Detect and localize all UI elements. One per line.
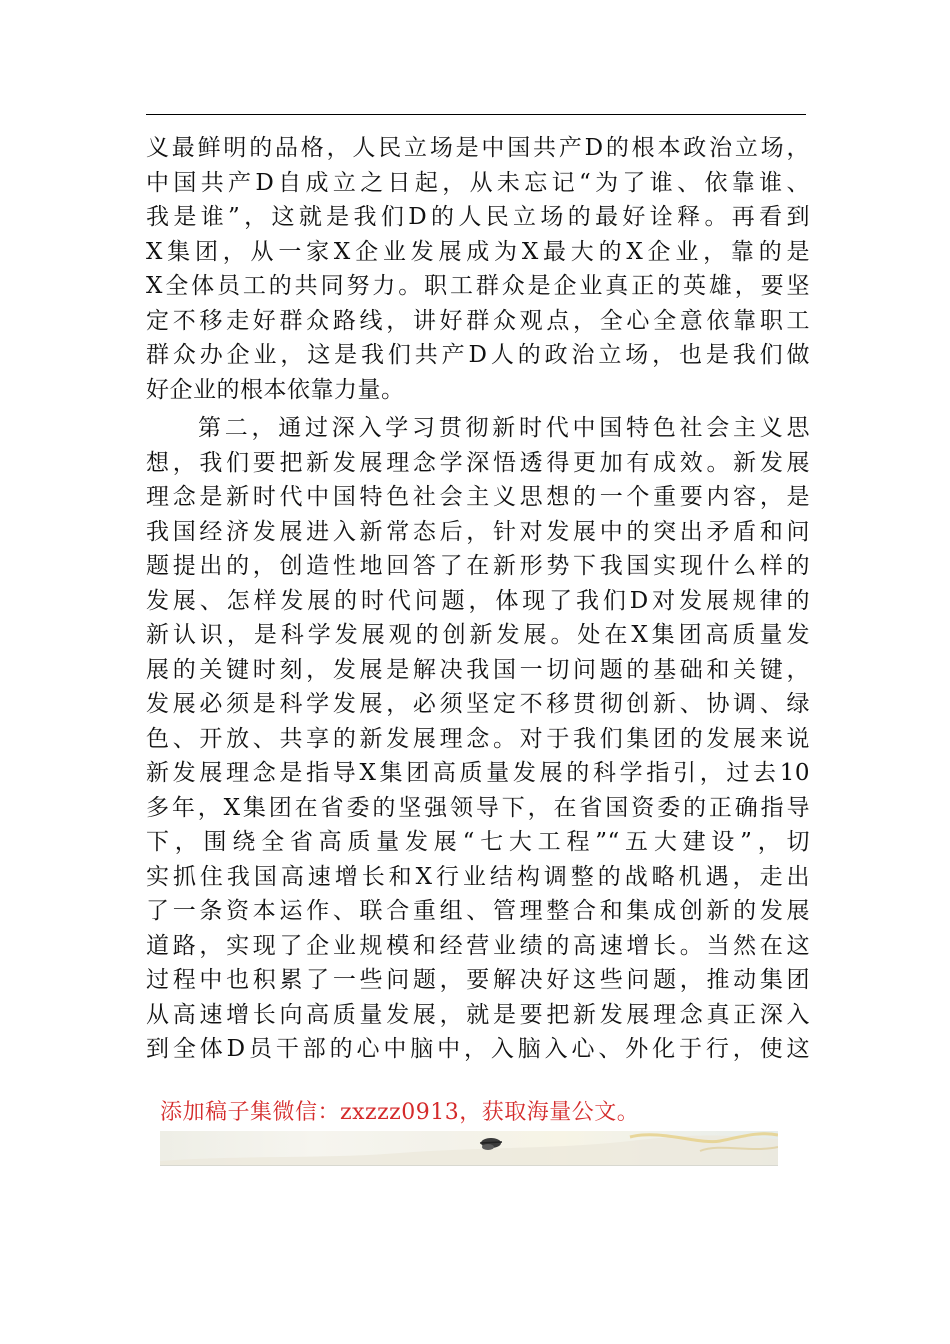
text-line: 中国共产D自成立之日起，从未忘记“为了谁、依靠谁、 (146, 169, 810, 196)
text-line: 新认识，是科学发展观的创新发展。处在X集团高质量发 (146, 622, 810, 648)
text-line: X集团，从一家X企业发展成为X最大的X企业，靠的是 (146, 238, 810, 265)
text-line: 实抓住我国高速增长和X行业结构调整的战略机遇，走出 (146, 863, 810, 890)
decorative-banner-image (160, 1131, 778, 1166)
text-line: 第二，通过深入学习贯彻新时代中国特色社会主义思 (198, 415, 810, 441)
text-line: 定不移走好群众路线，讲好群众观点，全心全意依靠职工 (146, 307, 810, 334)
text-line: 过程中也积累了一些问题，要解决好这些问题，推动集团 (146, 967, 810, 993)
text-line: 新发展理念是指导X集团高质量发展的科学指引，过去10 (146, 760, 810, 786)
text-line: 义最鲜明的品格，人民立场是中国共产D的根本政治立场， (146, 135, 810, 161)
text-line: 发展、怎样发展的时代问题，体现了我们D对发展规律的 (146, 587, 810, 614)
text-line: 理念是新时代中国特色社会主义思想的一个重要内容，是 (146, 484, 810, 510)
header-rule (146, 114, 806, 115)
text-line: 了一条资本运作、联合重组、管理整合和集成创新的发展 (146, 898, 810, 924)
text-line: 多年，X集团在省委的坚强领导下，在省国资委的正确指导 (146, 794, 810, 821)
text-line: 从高速增长向高质量发展，就是要把新发展理念真正深入 (146, 1001, 810, 1028)
text-line: 我是谁”，这就是我们D的人民立场的最好诠释。再看到 (146, 204, 810, 230)
text-line: 想，我们要把新发展理念学深悟透得更加有成效。新发展 (146, 449, 810, 476)
text-line: X全体员工的共同努力。职工群众是企业真正的英雄，要坚 (146, 273, 810, 299)
text-line: 展的关键时刻，发展是解决我国一切问题的基础和关键， (146, 656, 810, 683)
text-line: 道路，实现了企业规模和经营业绩的高速增长。当然在这 (146, 932, 810, 959)
text-line: 好企业的根本依靠力量。 (146, 376, 405, 403)
text-line: 色、开放、共享的新发展理念。对于我们集团的发展来说 (146, 725, 810, 752)
document-body (146, 131, 810, 1067)
text-line: 群众办企业，这是我们共产D人的政治立场，也是我们做 (146, 342, 810, 368)
text-line: 到全体D员干部的心中脑中，入脑入心、外化于行，使这 (146, 1036, 810, 1062)
text-line: 题提出的，创造性地回答了在新形势下我国实现什么样的 (146, 553, 810, 579)
text-line: 我国经济发展进入新常态后，针对发展中的突出矛盾和问 (146, 518, 810, 545)
text-line: 下，围绕全省高质量发展“七大工程”“五大建设”，切 (146, 829, 810, 855)
landscape-illustration (160, 1131, 778, 1165)
wechat-ad-text: 添加稿子集微信：zxzzz0913，获取海量公文。 (160, 1100, 640, 1125)
text-line: 发展必须是科学发展，必须坚定不移贯彻创新、协调、绿 (146, 691, 810, 717)
